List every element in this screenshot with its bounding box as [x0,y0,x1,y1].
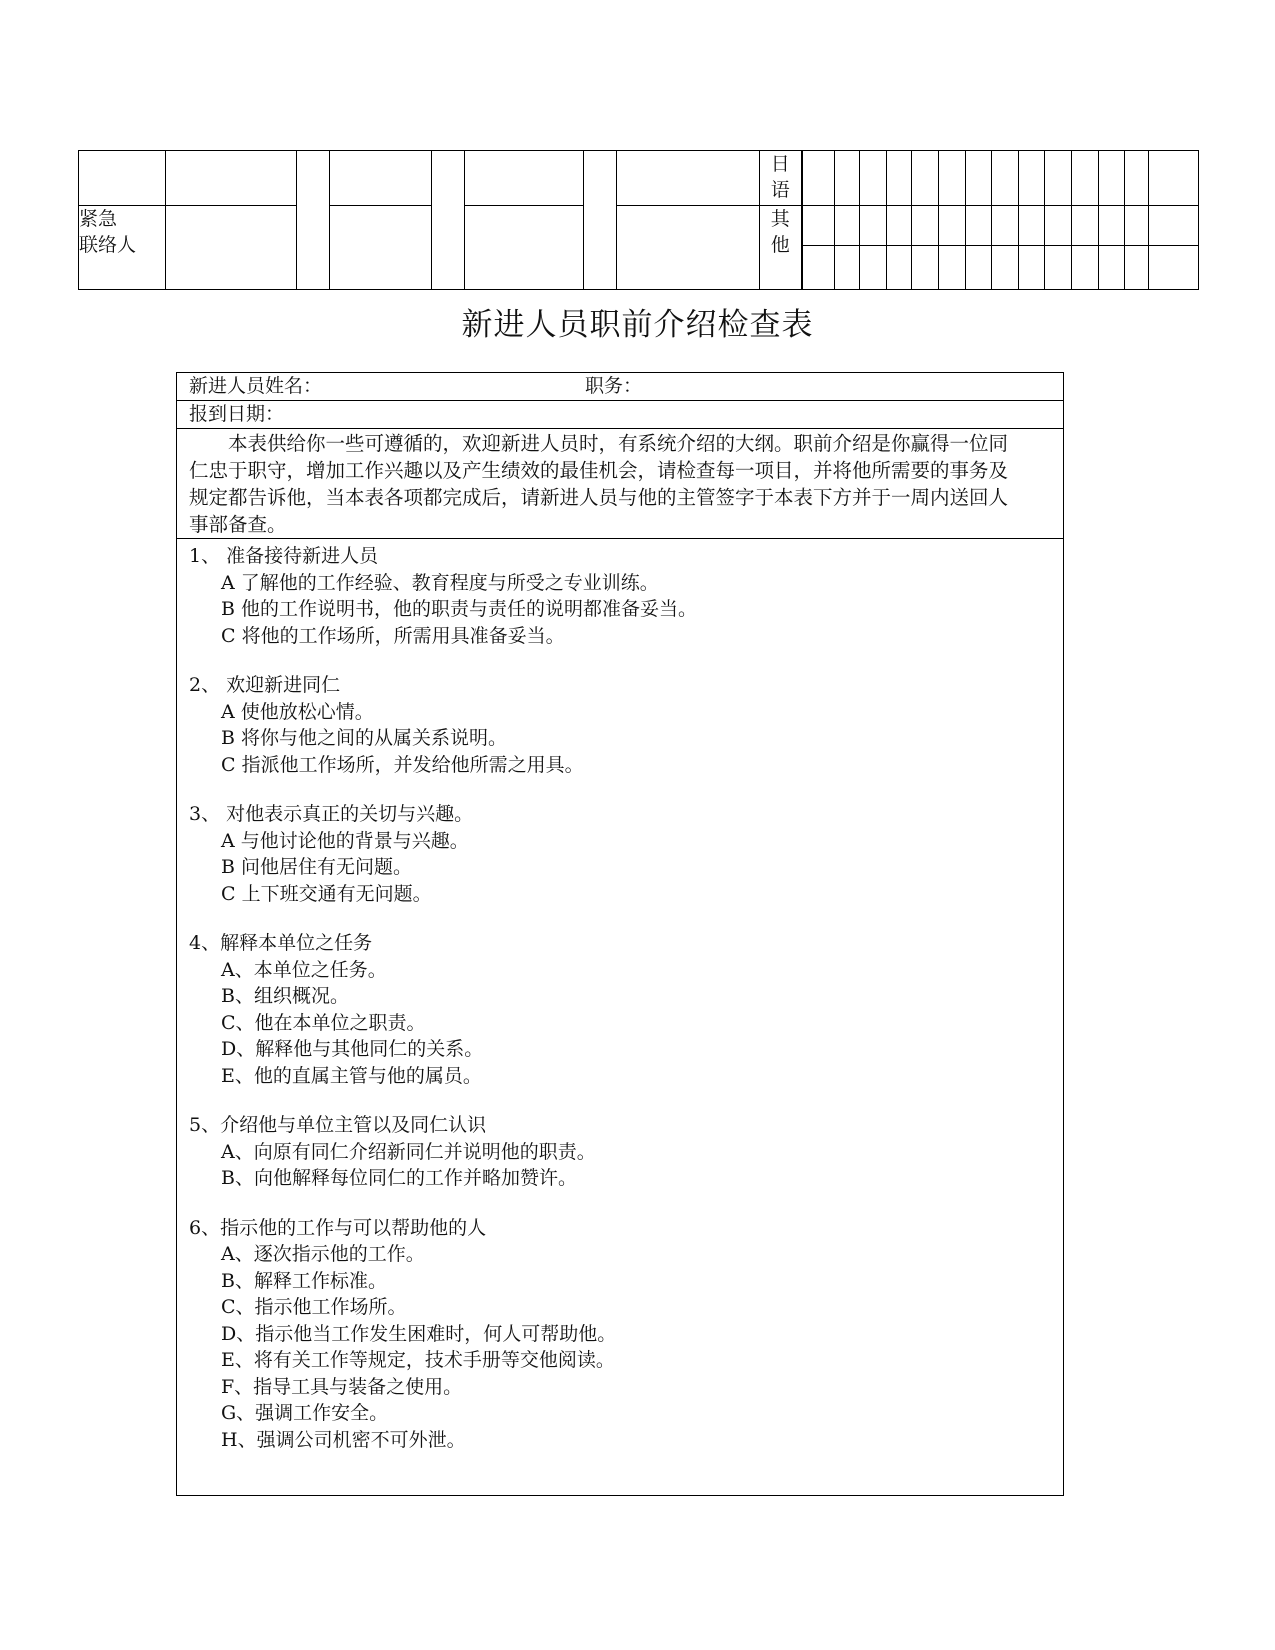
emergency-contact-table [78,150,1199,290]
checklist-item: E、他的直属主管与他的属员。 [221,1064,482,1087]
grid-cell [835,151,860,206]
checklist-item: B、解释工作标准。 [221,1269,387,1292]
report-date-row [177,401,1063,429]
grid-cell [1149,245,1199,289]
checklist-item: F、指导工具与装备之使用。 [221,1375,463,1398]
grid-cell [966,245,992,289]
checklist-item: D、指示他当工作发生困难时，何人可帮助他。 [221,1322,617,1345]
emergency-line: 联络人 [79,234,137,257]
checklist-item: A、逐次指示他的工作。 [221,1243,425,1265]
blank-cell [465,206,584,290]
grid-cell [1019,151,1045,206]
blank-cell [330,206,432,290]
lang-char: 日 [770,153,790,175]
grid-cell [860,206,887,245]
grid-cell [939,206,966,245]
other-language-label [760,206,802,290]
form-title: 新进人员职前介绍检查表 [461,307,814,343]
checklist-item: D、解释他与其他同仁的关系。 [221,1038,484,1060]
blank-cell [617,206,760,290]
blank-cell [617,151,760,206]
grid-cell [1019,206,1045,245]
section-heading: 2、 欢迎新进同仁 [189,674,341,696]
grid-cell [1045,151,1072,206]
grid-cell [1045,206,1072,245]
intro-paragraph [189,430,1051,538]
grid-cell [966,206,992,245]
section-heading: 6、指示他的工作与可以帮助他的人 [189,1216,487,1239]
grid-cell [887,151,912,206]
lang-char: 语 [770,179,790,201]
checklist-item: C 指派他工作场所，并发给他所需之用具。 [221,753,584,776]
position-label: 职务： [585,375,643,397]
orientation-checklist-form [176,372,1064,1496]
grid-cell [835,245,860,289]
emergency-contact-label [79,206,166,290]
lang-char: 其 [770,208,790,231]
checklist-item: E、将有关工作等规定，技术手册等交他阅读。 [221,1349,615,1371]
checklist-item: H、强调公司机密不可外泄。 [221,1428,466,1451]
blank-cell [465,151,584,206]
checklist-content [189,543,1049,1476]
grid-cell [966,151,992,206]
grid-cell [1072,245,1099,289]
blank-cell [79,151,166,206]
section-heading: 5、介绍他与单位主管以及同仁认识 [189,1114,487,1136]
grid-cell [1125,151,1149,206]
checklist-section [189,672,1049,778]
grid-cell [860,151,887,206]
checklist-item: A、本单位之任务。 [221,958,387,981]
intro-line: 事部备查。 [189,513,287,536]
blank-cell [330,151,432,206]
grid-cell [1045,245,1072,289]
grid-cell [912,245,939,289]
lang-char: 他 [770,234,790,257]
grid-cell [1125,206,1149,245]
intro-line: 仁忠于职守，增加工作兴趣以及产生绩效的最佳机会，请检查每一项目，并将他所需要的事务及 [189,459,1009,482]
intro-row [177,429,1063,539]
checklist-item: C 上下班交通有无问题。 [221,882,432,905]
checklist-item: B 他的工作说明书，他的职责与责任的说明都准备妥当。 [221,598,698,620]
grid-cell [939,245,966,289]
section-heading: 1、 准备接待新进人员 [189,545,379,567]
checklist-item: A 了解他的工作经验、教育程度与所受之专业训练。 [221,571,659,594]
grid-cell [1125,245,1149,289]
blank-cell [297,151,330,290]
grid-cell [912,206,939,245]
grid-cell [1072,206,1099,245]
grid-cell [992,245,1019,289]
checklist-section [189,1215,1049,1454]
checklist-section [189,930,1049,1089]
name-position-row [177,373,1063,401]
checklist-section [189,543,1049,649]
checklist-item: C、他在本单位之职责。 [221,1011,426,1034]
grid-cell [835,206,860,245]
intro-line: 规定都告诉他，当本表各项都完成后，请新进人员与他的主管签字于本表下方并于一周内送回人 [189,486,1009,509]
checklist-item: A、向原有同仁介绍新同仁并说明他的职责。 [221,1140,596,1163]
grid-cell [802,245,835,289]
grid-cell [1099,206,1125,245]
intro-line: 本表供给你一些可遵循的，欢迎新进人员时，有系统介绍的大纲。职前介绍是你赢得一位同 [228,432,1009,455]
grid-cell [1099,245,1125,289]
grid-cell [1149,206,1199,245]
grid-cell [1072,151,1099,206]
grid-cell [802,206,835,245]
checklist-item: B、向他解释每位同仁的工作并略加赞许。 [221,1167,577,1189]
emergency-line: 紧急 [79,208,118,231]
checklist-item: A 使他放松心情。 [221,700,374,723]
checklist-item: C、指示他工作场所。 [221,1296,407,1318]
checklist-item: B 问他居住有无问题。 [221,856,413,878]
blank-cell [432,151,465,290]
checklist-item: A 与他讨论他的背景与兴趣。 [221,829,469,852]
grid-cell [992,151,1019,206]
employee-name-label: 新进人员姓名： [189,375,323,397]
blank-cell [166,206,297,290]
grid-cell [887,206,912,245]
grid-cell [912,151,939,206]
section-heading: 4、解释本单位之任务 [189,932,373,954]
grid-cell [887,245,912,289]
checklist-section [189,801,1049,907]
section-heading: 3、 对他表示真正的关切与兴趣。 [189,803,474,825]
grid-cell [1099,151,1125,206]
checklist-item: B 将你与他之间的从属关系说明。 [221,727,508,749]
grid-cell [992,206,1019,245]
grid-cell [1019,245,1045,289]
report-date-label: 报到日期： [189,403,285,425]
grid-cell [802,151,835,206]
checklist-item: B、组织概况。 [221,985,349,1007]
blank-cell [166,151,297,206]
blank-cell [584,151,617,290]
japanese-language-label [760,151,802,206]
checklist-section [189,1112,1049,1192]
checklist-item: C 将他的工作场所，所需用具准备妥当。 [221,624,565,647]
checklist-item: G、强调工作安全。 [221,1402,389,1424]
grid-cell [939,151,966,206]
grid-cell [1149,151,1199,206]
grid-cell [860,245,887,289]
